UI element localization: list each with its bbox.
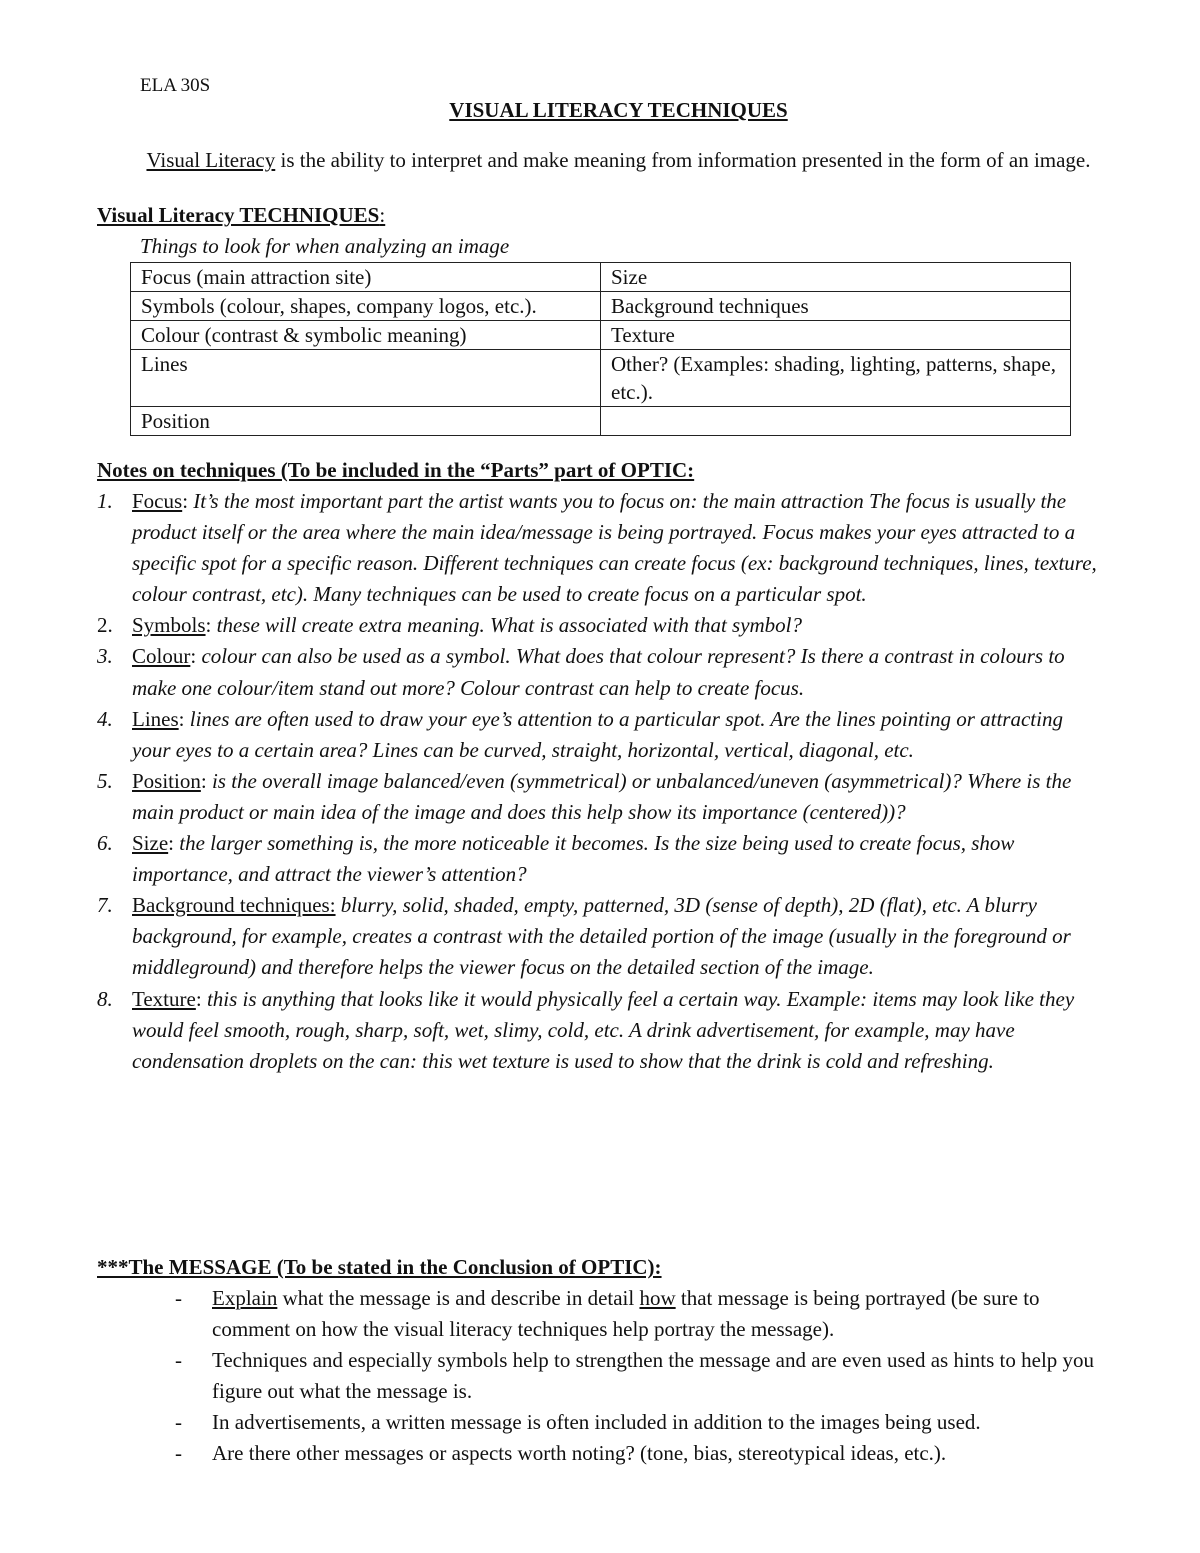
technique-term: Colour	[132, 644, 191, 669]
list-item	[97, 610, 1102, 641]
list-item	[172, 1283, 1097, 1345]
notes-list	[97, 486, 1102, 1077]
term-separator: :	[190, 644, 197, 669]
list-item	[97, 486, 1102, 610]
message-text: Techniques and especially symbols help to strengthen the message and are even used as hints to help you figure out what the message is.	[212, 1348, 1095, 1404]
definition-term: Visual Literacy	[146, 148, 276, 172]
technique-description: blurry, solid, shaded, empty, patterned, 3D (sense of depth), 2D (flat), etc. A blurry background, for example, creates a contrast with the detailed portion of the image (usually in the foreground or middleground) and therefore helps the viewer focus on the detailed section of the image.	[132, 893, 1071, 980]
message-text: In advertisements, a written message is often included in addition to the images being used.	[212, 1410, 981, 1435]
technique-description: these will create extra meaning. What is associated with that symbol?	[211, 613, 803, 638]
list-item-number: 8.	[97, 986, 113, 1011]
definition-text: is the ability to interpret and make meaning from information presented in the form of an image.	[275, 148, 1091, 172]
technique-term: Position	[132, 768, 201, 793]
list-item-number: 1.	[97, 489, 113, 513]
list-item-number: 5.	[97, 768, 113, 793]
list-item	[97, 641, 1102, 703]
message-text: Are there other messages or aspects worth noting? (tone, bias, stereotypical ideas, etc.).	[212, 1441, 947, 1466]
technique-description: is the overall image balanced/even (symmetrical) or unbalanced/uneven (asymmetrical)? Where is the main product or main idea of the image and does this help show its importance (centered))?	[132, 768, 1072, 824]
dash-bullet-icon: -	[175, 1441, 182, 1466]
definition-paragraph	[140, 146, 1097, 174]
list-item	[97, 828, 1102, 890]
technique-term: Focus	[132, 489, 183, 513]
table-row	[131, 263, 1071, 292]
table-row	[131, 350, 1071, 407]
term-separator: :	[205, 613, 212, 638]
dash-bullet-icon: -	[175, 1348, 182, 1373]
technique-description: colour can also be used as a symbol. What does that colour represent? Is there a contrast in colours to make one colour/item stand out more? Colour contrast can help to create focus.	[132, 644, 1065, 700]
message-text: that message is being portrayed (be sure to comment on how the visual literacy techniques help portray the message).	[212, 1286, 1040, 1342]
notes-heading: Notes on techniques (To be included in the “Parts” part of OPTIC:	[97, 458, 695, 482]
table-cell: Lines	[131, 350, 601, 407]
list-item	[97, 704, 1102, 766]
techniques-heading-colon: :	[379, 203, 386, 227]
techniques-subheading: Things to look for when analyzing an image	[140, 234, 510, 258]
table-cell: Symbols (colour, shapes, company logos, etc.).	[131, 292, 601, 321]
message-heading: ***The MESSAGE (To be stated in the Conclusion of OPTIC):	[97, 1255, 662, 1279]
list-item-number: 2.	[97, 613, 113, 638]
table-cell: Size	[601, 263, 1071, 292]
table-row	[131, 321, 1071, 350]
term-separator: :	[200, 768, 207, 793]
course-code: ELA 30S	[140, 75, 211, 96]
table-cell: Background techniques	[601, 292, 1071, 321]
technique-description: lines are often used to draw your eye’s attention to a particular spot. Are the lines pointing or attracting your eyes to a certain area? Lines can be curved, straight, horizontal, vertical, diagonal, etc.	[132, 706, 1063, 762]
technique-term: Symbols	[132, 613, 206, 638]
list-item	[97, 766, 1102, 828]
technique-term: Texture	[132, 986, 196, 1011]
technique-term: Lines	[132, 706, 179, 731]
technique-description: this is anything that looks like it would physically feel a certain way. Example: items may look like they would feel smooth, rough, sharp, soft, wet, slimy, cold, etc. A drink advertisement, for example, may have condensation droplets on the can: this wet texture is used to show that the drink is cold and refreshing.	[132, 986, 1075, 1073]
table-row	[131, 292, 1071, 321]
table-cell: Focus (main attraction site)	[131, 263, 601, 292]
term-separator: :	[182, 489, 189, 513]
table-cell: Position	[131, 407, 601, 436]
emphasis-text: how	[639, 1286, 676, 1310]
list-item	[97, 984, 1102, 1077]
dash-bullet-icon: -	[175, 1286, 182, 1310]
technique-description: It’s the most important part the artist wants you to focus on: the main attraction The focus is usually the product itself or the area where the main idea/message is being portrayed. Focus makes your eyes attracted to a specific spot for a specific reason. Different techniques can create focus (ex: background techniques, lines, texture, colour contrast, etc). Many techniques can be used to create focus on a particular spot.	[132, 489, 1097, 607]
list-item-number: 4.	[97, 706, 113, 731]
technique-term: Background techniques:	[132, 893, 336, 918]
table-cell	[601, 407, 1071, 436]
list-item	[172, 1438, 1097, 1469]
term-separator: :	[195, 986, 202, 1011]
list-item	[97, 890, 1102, 983]
list-item-number: 7.	[97, 893, 113, 918]
table-row	[131, 407, 1071, 436]
list-item	[172, 1345, 1097, 1407]
message-text: what the message is and describe in detail	[277, 1286, 640, 1310]
list-item-number: 3.	[97, 644, 113, 669]
techniques-heading-text: Visual Literacy TECHNIQUES	[97, 203, 380, 227]
page-title: VISUAL LITERACY TECHNIQUES	[449, 98, 788, 122]
techniques-table	[130, 262, 1071, 436]
table-cell: Texture	[601, 321, 1071, 350]
list-item	[172, 1407, 1097, 1438]
term-separator: :	[168, 831, 174, 856]
technique-term: Size	[132, 831, 169, 856]
term-separator: :	[178, 706, 185, 731]
techniques-heading	[97, 200, 385, 231]
technique-description: the larger something is, the more noticeable it becomes. Is the size being used to create focus, show importance, and attract the viewer’s attention?	[132, 831, 1015, 887]
message-list	[172, 1283, 1097, 1470]
table-cell: Colour (contrast & symbolic meaning)	[131, 321, 601, 350]
emphasis-text: Explain	[212, 1286, 278, 1310]
table-cell: Other? (Examples: shading, lighting, patterns, shape, etc.).	[601, 350, 1071, 407]
list-item-number: 6.	[97, 831, 113, 856]
dash-bullet-icon: -	[175, 1410, 182, 1435]
